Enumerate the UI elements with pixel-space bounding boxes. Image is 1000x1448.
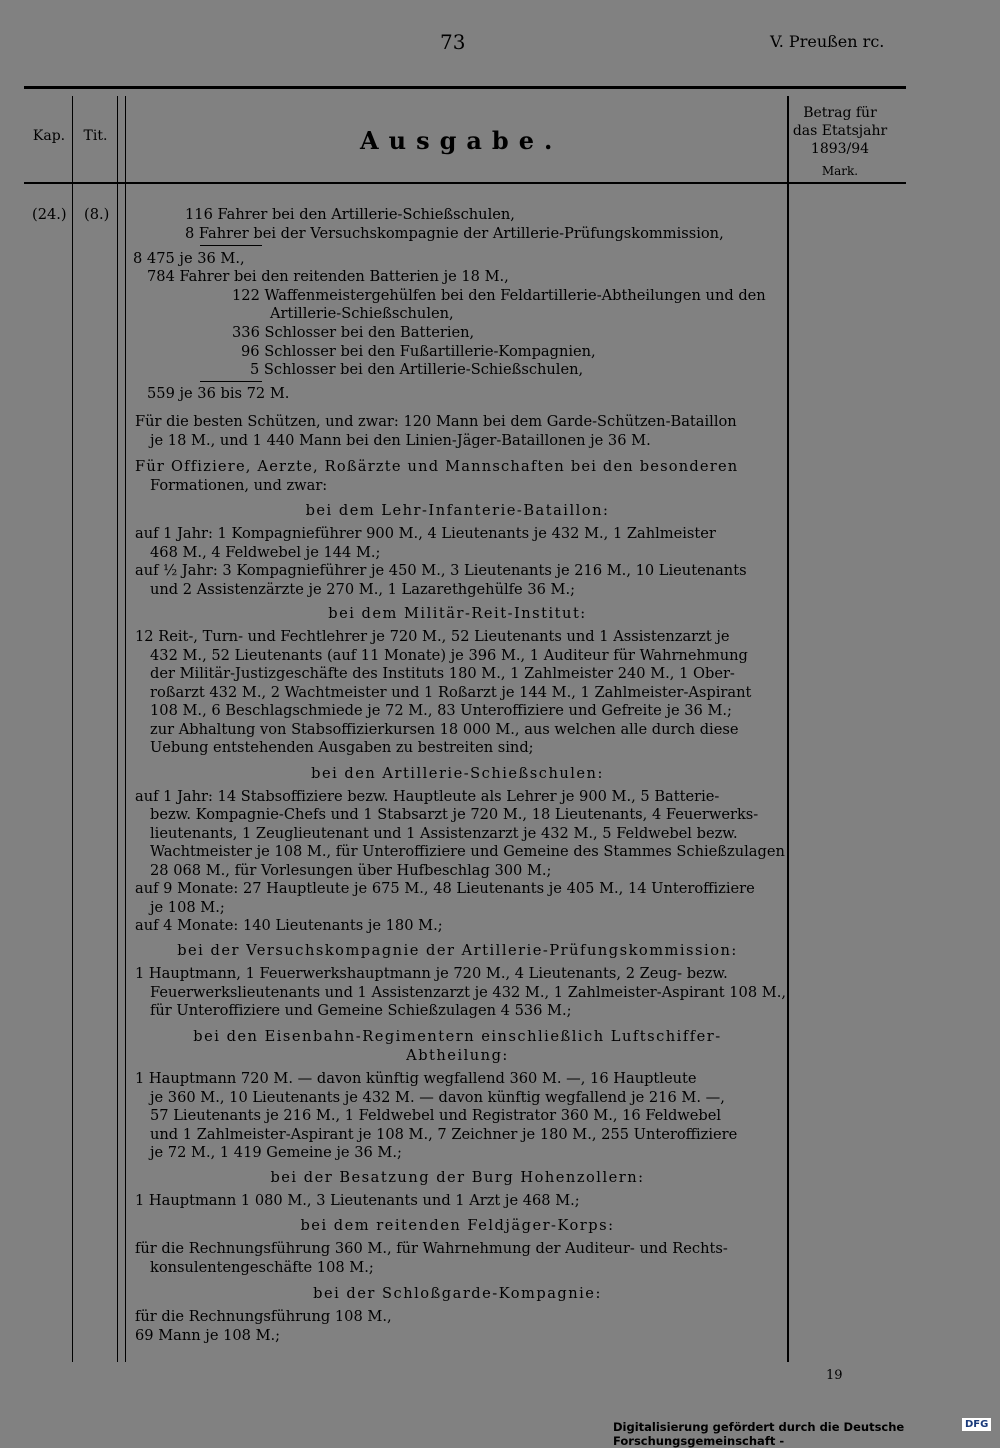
line-4-text: 784 Fahrer bei den reitenden Batterien je 18 M.,	[147, 268, 509, 285]
sheet-number: 19	[826, 1368, 843, 1383]
line-40-text: für Unteroffiziere und Gemeine Schießzulagen 4 536 M.;	[150, 1002, 572, 1019]
line-32	[150, 843, 785, 862]
line-54	[135, 1308, 392, 1327]
sum-rule-1	[200, 245, 262, 246]
line-4	[147, 268, 509, 287]
running-title: V. Preußen rc.	[770, 32, 885, 51]
line-39	[150, 984, 786, 1003]
line-46-text: und 1 Zahlmeister-Aspirant je 108 M., 7 Zeichner je 180 M., 255 Unteroffiziere	[150, 1126, 738, 1143]
line-18-text: auf ½ Jahr: 3 Kompagnieführer je 450 M., 3 Lieutenants je 216 M., 10 Lieutenants	[135, 562, 747, 579]
line-39-text: Feuerwerkslieutenants und 1 Assistenzarzt je 432 M., 1 Zahlmeister-Aspirant 108 M.,	[150, 984, 786, 1001]
line-9	[250, 361, 583, 380]
line-18	[135, 562, 747, 581]
footer-credit: Digitalisierung gefördert durch die Deutsche Forschungsgemeinschaft -	[613, 1420, 905, 1448]
line-21-text: 12 Reit-, Turn- und Fechtlehrer je 720 M., 52 Lieutenants und 1 Assistenzarzt je	[135, 628, 730, 645]
heading-burg-hohenzollern	[135, 1169, 780, 1188]
line-52-text: konsulentengeschäfte 108 M.;	[150, 1259, 374, 1276]
line-10-text: 559 je 36 bis 72 M.	[147, 385, 290, 402]
line-45	[150, 1107, 721, 1126]
line-21	[135, 628, 730, 647]
line-26	[150, 721, 738, 740]
heading-lehr-infanterie-text: bei dem Lehr-Infanterie-Bataillon:	[305, 502, 610, 519]
line-23-text: der Militär-Justizgeschäfte des Instituts 180 M., 1 Zahlmeister 240 M., 1 Ober-	[150, 665, 735, 682]
line-27-text: Uebung entstehenden Ausgaben zu bestreiten sind;	[150, 739, 534, 756]
line-26-text: zur Abhaltung von Stabsoffizierkursen 18 000 M., aus welchen alle durch diese	[150, 721, 739, 738]
betrag-line-3: 1893/94	[810, 141, 870, 157]
heading-feldjaeger-korps	[135, 1217, 780, 1236]
line-47	[150, 1144, 402, 1163]
line-5-text: 122 Waffenmeistergehülfen bei den Feldartillerie-Abtheilungen und den	[232, 287, 766, 304]
line-16	[135, 525, 716, 544]
betrag-unit: Mark.	[821, 164, 859, 178]
line-24	[150, 684, 751, 703]
heading-burg-hohenzollern-text: bei der Besatzung der Burg Hohenzollern:	[270, 1169, 645, 1186]
line-7-text: 336 Schlosser bei den Batterien,	[232, 324, 475, 341]
line-34-text: auf 9 Monate: 27 Hauptleute je 675 M., 48 Lieutenants je 405 M., 14 Unteroffiziere	[135, 880, 755, 897]
col-rule-text	[125, 96, 126, 1362]
line-55	[135, 1327, 280, 1346]
line-30	[150, 806, 758, 825]
sum-rule-2	[200, 381, 262, 382]
line-51	[135, 1240, 728, 1259]
line-13-text: Für Offiziere, Aerzte, Roßärzte und Mannschaften bei den besonderen	[135, 458, 739, 475]
line-31-text: lieutenants, 1 Zeuglieutenant und 1 Assistenzarzt je 432 M., 5 Feldwebel bezw.	[150, 825, 738, 842]
heading-militaer-reit-institut	[135, 605, 780, 624]
line-51-text: für die Rechnungsführung 360 M., für Wahrnehmung der Auditeur- und Rechts-	[135, 1240, 728, 1257]
line-10	[147, 385, 289, 404]
column-tit: Tit.	[83, 128, 108, 144]
line-35	[150, 899, 225, 918]
row-kap: (24.)	[32, 206, 67, 223]
line-19	[150, 581, 575, 600]
line-8-text: 96 Schlosser bei den Fußartillerie-Kompagnien,	[241, 343, 596, 360]
line-47-text: je 72 M., 1 419 Gemeine je 36 M.;	[150, 1144, 402, 1161]
line-14	[150, 477, 327, 496]
heading-versuchskompagnie-text: bei der Versuchskompagnie der Artillerie-Prüfungskommission:	[177, 942, 738, 959]
line-33-text: 28 068 M., für Vorlesungen über Hufbeschlag 300 M.;	[150, 862, 552, 879]
line-11	[135, 413, 737, 432]
heading-schlossgarde	[135, 1285, 780, 1304]
line-7	[232, 324, 474, 343]
line-46	[150, 1126, 737, 1145]
line-30-text: bezw. Kompagnie-Chefs und 1 Stabsarzt je 720 M., 18 Lieutenants, 4 Feuerwerks-	[150, 806, 759, 823]
line-38-text: 1 Hauptmann, 1 Feuerwerkshauptmann je 720 M., 4 Lieutenants, 2 Zeug- bezw.	[135, 965, 728, 982]
line-44-text: je 360 M., 10 Lieutenants je 432 M. — davon künftig wegfallend je 216 M. —,	[150, 1089, 725, 1106]
line-43	[135, 1070, 697, 1089]
line-12	[150, 432, 651, 451]
line-1	[185, 206, 515, 225]
line-36	[135, 917, 443, 936]
line-5	[232, 287, 766, 306]
heading-schlossgarde-text: bei der Schloßgarde-Kompagnie:	[313, 1285, 602, 1302]
heading-artillerie-schiessschulen	[135, 765, 780, 784]
page-number: 73	[440, 30, 466, 54]
line-32-text: Wachtmeister je 108 M., für Unteroffiziere und Gemeine des Stammes Schießzulagen	[150, 843, 785, 860]
line-33	[150, 862, 551, 881]
betrag-line-2: das Etatsjahr	[792, 123, 888, 139]
line-3-text: 8 475 je 36 M.,	[133, 250, 245, 267]
line-25-text: 108 M., 6 Beschlagschmiede je 72 M., 83 Unteroffiziere und Gefreite je 36 M.;	[150, 702, 732, 719]
column-ausgabe: Ausgabe.	[360, 126, 563, 155]
line-27	[150, 739, 534, 758]
column-kap: Kap.	[32, 128, 66, 144]
heading-lehr-infanterie	[135, 502, 780, 521]
betrag-line-1: Betrag für	[803, 105, 877, 121]
heading-artillerie-schiessschulen-text: bei den Artillerie-Schießschulen:	[311, 765, 604, 782]
line-40	[150, 1002, 572, 1021]
col-rule-kap	[72, 96, 73, 1362]
row-tit: (8.)	[84, 206, 110, 223]
column-betrag	[790, 104, 890, 180]
col-rule-tit	[117, 96, 118, 1362]
line-23	[150, 665, 735, 684]
line-6	[270, 305, 454, 324]
line-29	[135, 788, 719, 807]
heading-militaer-reit-institut-text: bei dem Militär-Reit-Institut:	[328, 605, 587, 622]
line-16-text: auf 1 Jahr: 1 Kompagnieführer 900 M., 4 Lieutenants je 432 M., 1 Zahlmeister	[135, 525, 716, 542]
line-2-text: 8 Fahrer bei der Versuchskompagnie der Artillerie-Prüfungskommission,	[185, 225, 724, 242]
line-17-text: 468 M., 4 Feldwebel je 144 M.;	[150, 544, 381, 561]
line-8	[241, 343, 596, 362]
line-2	[185, 225, 724, 244]
line-22	[150, 647, 748, 666]
header-bottom-rule	[24, 182, 906, 184]
line-43-text: 1 Hauptmann 720 M. — davon künftig wegfallend 360 M. —, 16 Hauptleute	[135, 1070, 697, 1087]
line-13	[135, 458, 738, 477]
line-12-text: je 18 M., und 1 440 Mann bei den Linien-Jäger-Bataillonen je 36 M.	[150, 432, 651, 449]
top-rule	[24, 86, 906, 89]
line-52	[150, 1259, 374, 1278]
line-35-text: je 108 M.;	[150, 899, 225, 916]
line-1-text: 116 Fahrer bei den Artillerie-Schießschulen,	[185, 206, 515, 223]
heading-eisenbahn-regimenter-cont-text: Abtheilung:	[406, 1047, 509, 1064]
line-24-text: roßarzt 432 M., 2 Wachtmeister und 1 Roßarzt je 144 M., 1 Zahlmeister-Aspirant	[150, 684, 752, 701]
col-rule-betrag	[787, 96, 789, 1362]
line-22-text: 432 M., 52 Lieutenants (auf 11 Monate) je 396 M., 1 Auditeur für Wahrnehmung	[150, 647, 748, 664]
line-3	[133, 250, 245, 269]
line-36-text: auf 4 Monate: 140 Lieutenants je 180 M.;	[135, 917, 443, 934]
line-54-text: für die Rechnungsführung 108 M.,	[135, 1308, 392, 1325]
line-44	[150, 1089, 725, 1108]
heading-eisenbahn-regimenter	[135, 1028, 780, 1047]
heading-versuchskompagnie	[135, 942, 780, 961]
line-19-text: und 2 Assistenzärzte je 270 M., 1 Lazarethgehülfe 36 M.;	[150, 581, 576, 598]
line-9-text: 5 Schlosser bei den Artillerie-Schießschulen,	[250, 361, 584, 378]
line-31	[150, 825, 738, 844]
line-14-text: Formationen, und zwar:	[150, 477, 328, 494]
line-45-text: 57 Lieutenants je 216 M., 1 Feldwebel und Registrator 360 M., 16 Feldwebel	[150, 1107, 722, 1124]
heading-feldjaeger-korps-text: bei dem reitenden Feldjäger-Korps:	[300, 1217, 615, 1234]
line-11-text: Für die besten Schützen, und zwar: 120 Mann bei dem Garde-Schützen-Bataillon	[135, 413, 737, 430]
dfg-logo-icon: DFG	[962, 1418, 991, 1431]
line-49-text: 1 Hauptmann 1 080 M., 3 Lieutenants und 1 Arzt je 468 M.;	[135, 1192, 580, 1209]
line-6-text: Artillerie-Schießschulen,	[270, 305, 454, 322]
line-55-text: 69 Mann je 108 M.;	[135, 1327, 281, 1344]
line-34	[135, 880, 755, 899]
heading-eisenbahn-regimenter-cont	[135, 1047, 780, 1066]
line-38	[135, 965, 728, 984]
line-49	[135, 1192, 580, 1211]
line-25	[150, 702, 732, 721]
heading-eisenbahn-regimenter-text: bei den Eisenbahn-Regimentern einschließlich Luftschiffer-	[193, 1028, 722, 1045]
line-17	[150, 544, 380, 563]
line-29-text: auf 1 Jahr: 14 Stabsoffiziere bezw. Hauptleute als Lehrer je 900 M., 5 Batterie-	[135, 788, 720, 805]
